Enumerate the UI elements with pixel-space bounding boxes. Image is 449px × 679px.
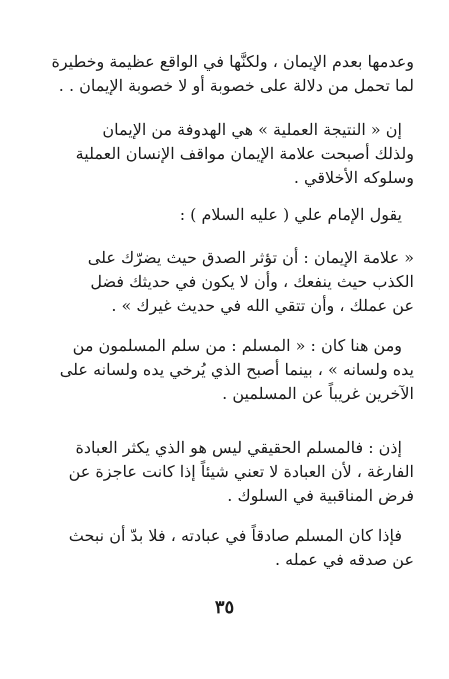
text-line: وعدمها بعدم الإيمان ، ولكنَّها في الواقع عظيمة وخطيرة	[51, 52, 414, 71]
text-line: فرض المناقبية في السلوك .	[227, 486, 414, 505]
paragraph-4-quote	[30, 246, 414, 318]
paragraph-7	[30, 524, 414, 572]
text-line: لما تحمل من دلالة على خصوبة أو لا خصوبة الإيمان . .	[58, 76, 414, 95]
text-line: عن صدقه في عمله .	[274, 550, 414, 569]
text-line: « علامة الإيمان : أن تؤثر الصدق حيث يضرّك على	[87, 248, 414, 267]
text-line: ومن هنا كان : « المسلم : من سلم المسلمون من	[72, 336, 402, 355]
text-line: إن « النتيجة العملية » هي الهدوفة من الإيمان	[102, 120, 402, 139]
paragraph-1	[30, 50, 414, 98]
text-line: وسلوكه الأخلاقي .	[293, 168, 414, 187]
paragraph-6	[30, 436, 414, 508]
text-line: يده ولسانه » ، بينما أصبح الذي يُرخي يده ولسانه على	[59, 360, 414, 379]
text-line: فإذا كان المسلم صادقاً في عبادته ، فلا بدّ أن نبحث	[68, 526, 402, 545]
paragraph-3	[30, 203, 414, 227]
page-number: ٣٥	[214, 597, 235, 618]
paragraph-2	[30, 118, 414, 190]
text-line: يقول الإمام علي ( عليه السلام ) :	[179, 205, 402, 224]
paragraph-5	[30, 334, 414, 406]
text-line: عن عملك ، وأن تتقي الله في حديث غيرك » .	[111, 296, 414, 315]
text-line: الفارغة ، لأن العبادة لا تعني شيئاً إذا كانت عاجزة عن	[68, 462, 414, 481]
text-line: الآخرين غريباً عن المسلمين .	[222, 384, 414, 403]
text-line: الكذب حيث ينفعك ، وأن لا يكون في حديثك فضل	[90, 272, 414, 291]
text-line: إذن : فالمسلم الحقيقي ليس هو الذي يكثر العبادة	[75, 438, 402, 457]
text-line: ولذلك أصبحت علامة الإيمان مواقف الإنسان العملية	[75, 144, 414, 163]
